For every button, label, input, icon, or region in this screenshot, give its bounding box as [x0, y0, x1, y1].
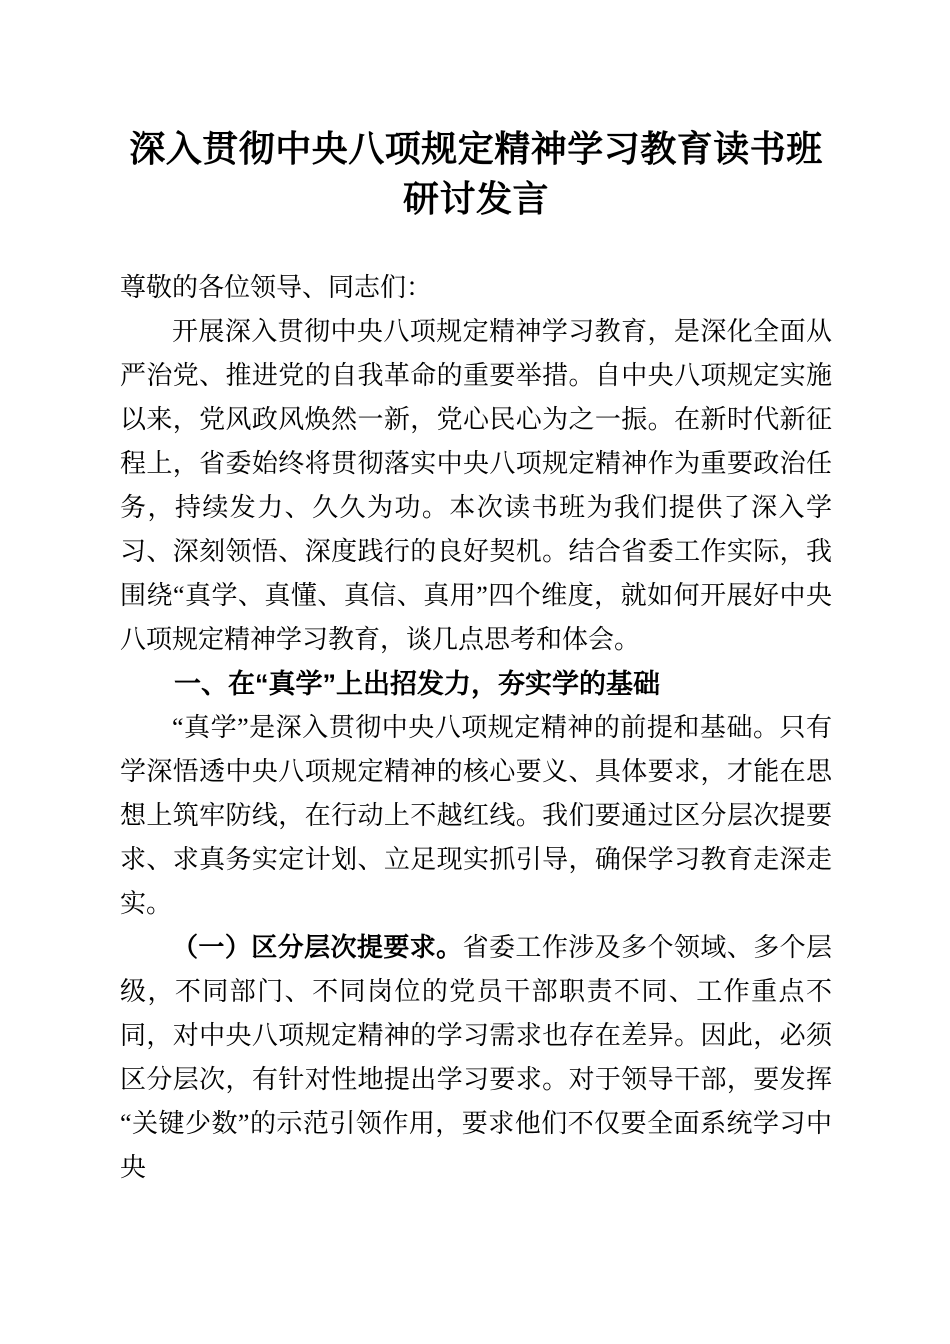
- subsection-1-paragraph: [120, 926, 832, 1190]
- intro-paragraph: 开展深入贯彻中央八项规定精神学习教育，是深化全面从严治党、推进党的自我革命的重要举措。自中央八项规定实施以来，党风政风焕然一新，党心民心为之一振。在新时代新征程上，省委始终将贯彻落实中央八项规定精神作为重要政治任务，持续发力、久久为功。本次读书班为我们提供了深入学习、深刻领悟、深度践行的良好契机。结合省委工作实际，我围绕“真学、真懂、真信、真用”四个维度，就如何开展好中央八项规定精神学习教育，谈几点思考和体会。: [120, 317, 832, 654]
- subsection-1-lead: （一）区分层次提要求。: [172, 933, 463, 962]
- section-1-paragraph: “真学”是深入贯彻中央八项规定精神的前提和基础。只有学深悟透中央八项规定精神的核心要义、具体要求，才能在思想上筑牢防线，在行动上不越红线。我们要通过区分层次提要求、求真务实定计划、立足现实抓引导，确保学习教育走深走实。: [120, 713, 832, 918]
- subsection-1-body: 省委工作涉及多个领域、多个层级，不同部门、不同岗位的党员干部职责不同、工作重点不同，对中央八项规定精神的学习需求也存在差异。因此，必须区分层次，有针对性地提出学习要求。对于领导干部，要发挥“关键少数”的示范引领作用，要求他们不仅要全面系统学习中央: [120, 933, 832, 1182]
- document-title: 深入贯彻中央八项规定精神学习教育读书班研讨发言: [129, 129, 823, 219]
- salutation-line: 尊敬的各位领导、同志们：: [120, 273, 433, 302]
- section-1-heading: 一、在“真学”上出招发力，夯实学的基础: [174, 669, 660, 699]
- document-body: [120, 266, 832, 1190]
